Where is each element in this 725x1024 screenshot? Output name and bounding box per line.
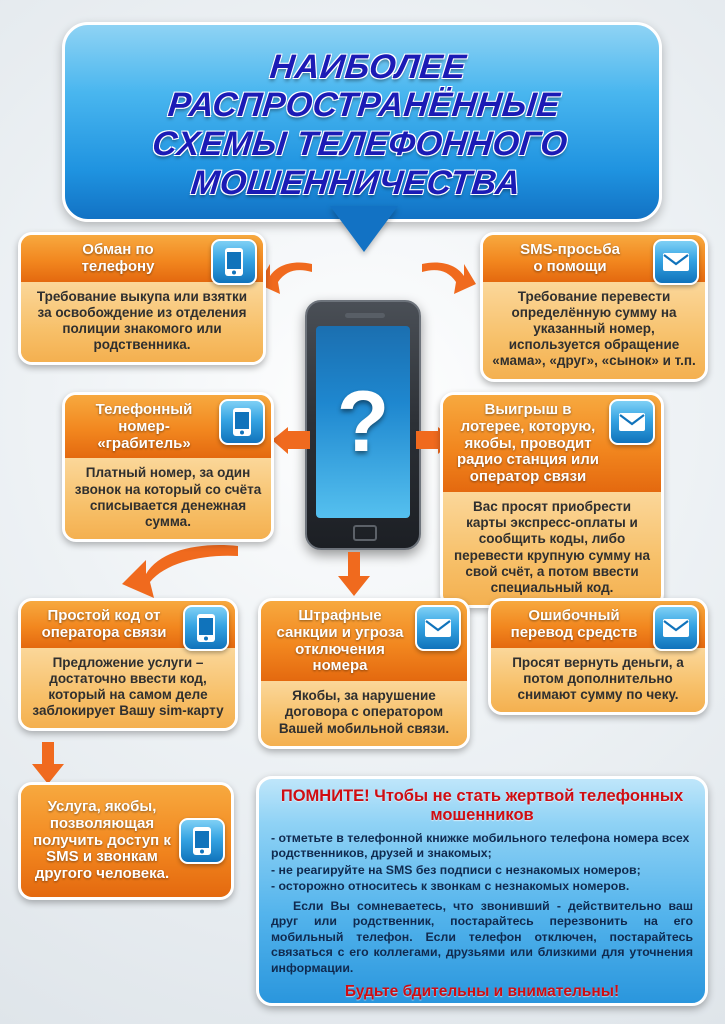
mobile-phone-icon bbox=[183, 605, 229, 651]
card-sms-help-text: Требование перевести определённую сумму на указанный номер, используется обращение «мама», «друг», «сынок» и т.п. bbox=[483, 282, 705, 379]
card-robber-number-title bbox=[65, 395, 271, 458]
card-phone-deception[interactable] bbox=[18, 232, 266, 365]
card-phone-deception-title-text: Обман по телефону bbox=[81, 241, 155, 275]
card-phone-deception-title bbox=[21, 235, 263, 282]
card-simple-code-title-text: Простой код от оператора связи bbox=[41, 607, 167, 641]
memo-bullet-1: - отметьте в телефонной книжке мобильного телефона номера всех родственников, друзей и знакомых; bbox=[271, 830, 690, 861]
card-penalties-title-text: Штрафные санкции и угроза отключения номера bbox=[276, 607, 404, 675]
memo-bullets bbox=[271, 831, 693, 895]
card-robber-number-text: Платный номер, за один звонок на который со счёта списывается денежная сумма. bbox=[65, 458, 271, 539]
card-wrong-transfer-title-text: Ошибочный перевод средств bbox=[510, 607, 638, 641]
card-sms-access-title-text: Услуга, якобы, позволяющая получить доступ к SMS и звонкам другого человека. bbox=[33, 798, 171, 883]
card-wrong-transfer-text: Просят вернуть деньги, а потом дополнительно снимают сумму по чеку. bbox=[491, 648, 705, 713]
card-sms-help-title bbox=[483, 235, 705, 282]
memo-footer: Будьте бдительны и внимательны! bbox=[344, 983, 620, 1001]
phone-home-button bbox=[353, 525, 377, 541]
card-penalties-title bbox=[261, 601, 467, 681]
mobile-phone-icon bbox=[179, 818, 225, 864]
phone-screen bbox=[316, 326, 410, 518]
phone-speaker bbox=[345, 313, 385, 318]
title-line-2: РАСПРОСТРАНЁННЫЕ bbox=[166, 86, 562, 125]
envelope-icon bbox=[653, 605, 699, 651]
card-phone-deception-text: Требование выкупа или взятки за освобождение из отделения полиции знакомого или родственника. bbox=[21, 282, 263, 363]
arrow-to-phone-deception bbox=[258, 258, 314, 302]
envelope-icon bbox=[653, 239, 699, 285]
memo-paragraph: Если Вы сомневаетесь, что звонивший - действительно ваш друг или родственник, постарайтесь перезвонить на его мобильный телефон. Если телефон отключен, постарайтесь связаться с его коллегами, друзьями или близкими для уточнения информации. bbox=[271, 898, 693, 975]
card-lottery-title bbox=[443, 395, 661, 492]
card-lottery[interactable] bbox=[440, 392, 664, 608]
arrow-to-simple-code bbox=[120, 540, 240, 600]
title-line-1: НАИБОЛЕЕ bbox=[268, 47, 469, 86]
arrow-to-sms-help bbox=[420, 258, 476, 302]
memo-bullet-3: - осторожно относитесь к звонкам с незнакомых номеров. bbox=[271, 879, 630, 894]
mobile-phone-icon bbox=[219, 399, 265, 445]
card-wrong-transfer[interactable] bbox=[488, 598, 708, 715]
card-wrong-transfer-title bbox=[491, 601, 705, 648]
envelope-icon bbox=[609, 399, 655, 445]
card-sms-help[interactable] bbox=[480, 232, 708, 382]
title-line-3: СХЕМЫ ТЕЛЕФОННОГО bbox=[150, 125, 570, 163]
arrow-to-penalties bbox=[336, 552, 372, 596]
memo-bullet-2: - не реагируйте на SMS без подписи с незнакомых номеров; bbox=[271, 862, 641, 877]
card-lottery-text: Вас просят приобрести карты экспресс-оплаты и сообщить коды, либо перевести крупную сумму на свой счёт, а потом ввести специальный код. bbox=[443, 492, 661, 605]
card-penalties-text: Якобы, за нарушение договора с оператором Вашей мобильной связи. bbox=[261, 681, 467, 746]
memo-title: ПОМНИТЕ! Чтобы не стать жертвой телефонных мошенников bbox=[280, 787, 684, 824]
card-sms-access[interactable] bbox=[18, 782, 234, 900]
question-mark: ? bbox=[336, 374, 390, 470]
card-simple-code-text: Предложение услуги – достаточно ввести код, который на самом деле заблокирует Вашу sim-карту bbox=[21, 648, 235, 729]
memo-block bbox=[256, 776, 708, 1006]
central-phone-illustration bbox=[305, 300, 421, 550]
card-lottery-title-text: Выигрыш в лотерее, которую, якобы, проводит радио станция или оператор связи bbox=[456, 401, 599, 486]
title-line-4: МОШЕННИЧЕСТВА bbox=[189, 163, 523, 202]
card-robber-number-title-text: Телефонный номер- «грабитель» bbox=[95, 401, 193, 452]
card-simple-code-title bbox=[21, 601, 235, 648]
card-sms-access-title bbox=[21, 785, 231, 897]
card-simple-code[interactable] bbox=[18, 598, 238, 731]
arrow-to-robber-number bbox=[272, 424, 312, 458]
card-penalties[interactable] bbox=[258, 598, 470, 749]
card-sms-help-title-text: SMS-просьба о помощи bbox=[520, 241, 620, 275]
page-title bbox=[62, 30, 662, 220]
card-robber-number[interactable] bbox=[62, 392, 274, 542]
envelope-icon bbox=[415, 605, 461, 651]
arrow-to-sms-access bbox=[28, 742, 68, 784]
mobile-phone-icon bbox=[211, 239, 257, 285]
